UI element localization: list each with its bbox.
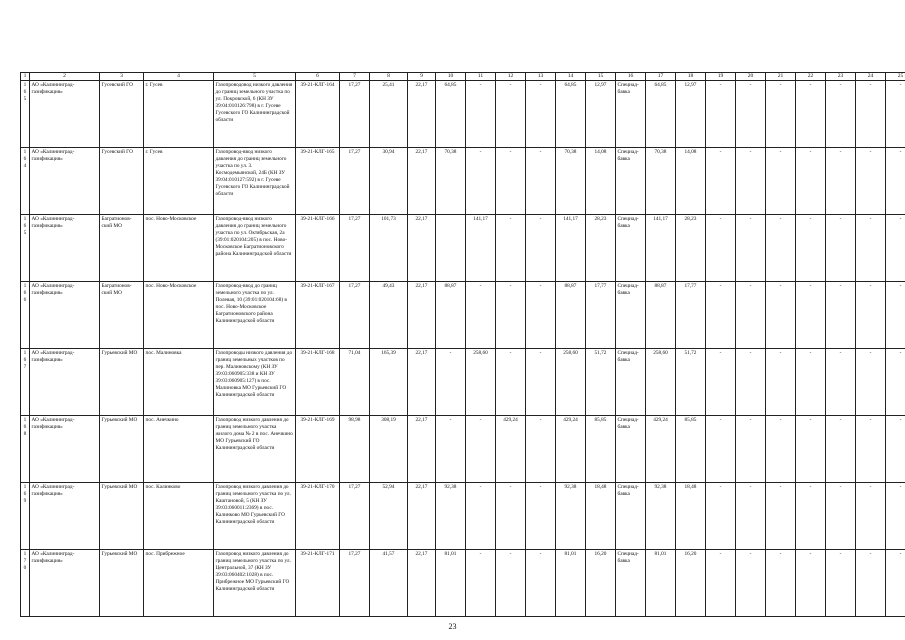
table-cell: 429,24	[496, 416, 526, 483]
table-cell: 14,08	[676, 148, 706, 215]
table-cell: 17,77	[586, 282, 616, 349]
table-cell: -	[706, 282, 736, 349]
table-cell: АО «Калининград-газификация»	[30, 282, 100, 349]
table-cell: 28,23	[676, 215, 706, 282]
table-cell: -	[856, 550, 886, 617]
table-cell: Специад-бавка	[616, 282, 646, 349]
table-cell: -	[496, 349, 526, 416]
table-cell: пос. Ново-Московское	[144, 282, 214, 349]
table-row	[21, 416, 905, 483]
column-number-cell: 6	[296, 73, 340, 81]
table-cell: 30,94	[370, 148, 408, 215]
table-cell: -	[496, 148, 526, 215]
table-cell: -	[796, 81, 826, 148]
table-cell: -	[886, 215, 905, 282]
table-row	[21, 282, 905, 349]
table-cell: 39-21-КЛГ-168	[296, 349, 340, 416]
table-cell: -	[736, 416, 766, 483]
table-cell: -	[796, 148, 826, 215]
table-cell: -	[886, 81, 905, 148]
table-cell: -	[856, 416, 886, 483]
table-cell: 71,04	[340, 349, 370, 416]
column-number-cell: 25	[886, 73, 905, 81]
table-row	[21, 483, 905, 550]
table-cell: 22,17	[408, 148, 436, 215]
table-cell: 52,94	[370, 483, 408, 550]
table-cell: АО «Калининград-газификация»	[30, 550, 100, 617]
table-cell: 101,73	[370, 215, 408, 282]
table-cell: 22,17	[408, 550, 436, 617]
table-cell: 18,48	[586, 483, 616, 550]
table-cell: -	[436, 416, 466, 483]
table-cell: -	[826, 483, 856, 550]
table-row	[21, 550, 905, 617]
table-cell: 39-21-КЛГ-167	[296, 282, 340, 349]
table-cell: 165,39	[370, 349, 408, 416]
table-cell: 141,17	[556, 215, 586, 282]
table-cell: 17,27	[340, 81, 370, 148]
table-cell: 166	[21, 282, 30, 349]
table-cell: АО «Калининград-газификация»	[30, 483, 100, 550]
table-cell: АО «Калининград-газификация»	[30, 215, 100, 282]
table-cell: -	[796, 483, 826, 550]
table-cell: -	[886, 550, 905, 617]
table-cell: 18,48	[676, 483, 706, 550]
table-cell: -	[736, 550, 766, 617]
table-cell: Газопроводы низкого давления до границ земельных участков по пер. Малиновскому (КН ЗУ 39:03:060905:338 и КН ЗУ 39:03:060905:127) в пос. Малиновка МО Гурьевский ГО Калининградской области	[214, 349, 296, 416]
table-cell: 39-21-КЛГ-170	[296, 483, 340, 550]
table-cell: -	[886, 483, 905, 550]
table-cell: -	[796, 416, 826, 483]
table-cell: -	[766, 483, 796, 550]
table-cell: Газопровод низкого давления до границ земельного участка жилого дома № 2 в пос. Анечкино МО Гурьевский ГО Калининградской области	[214, 416, 296, 483]
table-cell: -	[436, 349, 466, 416]
table-cell: 17,27	[340, 282, 370, 349]
column-number-row	[21, 73, 905, 81]
table-cell: 168	[21, 416, 30, 483]
table-cell: 88,87	[556, 282, 586, 349]
table-cell: 51,72	[676, 349, 706, 416]
table-cell: Газопровод низкого давления до границ земельного участка по ул. Каштановой, 5 (КН ЗУ 39:03:060011:2369) в пос. Калинково МО Гурьевский ГО Калининградской области	[214, 483, 296, 550]
table-cell: -	[496, 282, 526, 349]
table-cell: Багратионов-ский МО	[100, 215, 144, 282]
table-cell: -	[766, 81, 796, 148]
column-number-cell: 23	[826, 73, 856, 81]
table-cell: -	[826, 81, 856, 148]
table-cell: -	[706, 483, 736, 550]
table-cell: 22,17	[408, 282, 436, 349]
column-number-cell: 22	[796, 73, 826, 81]
table-cell: 25,41	[370, 81, 408, 148]
column-number-cell: 24	[856, 73, 886, 81]
table-cell: -	[526, 416, 556, 483]
table-cell: 170	[21, 550, 30, 617]
table-cell: Специад-бавка	[616, 550, 646, 617]
column-number-cell: 19	[706, 73, 736, 81]
table-cell: -	[706, 81, 736, 148]
table-cell: 81,01	[556, 550, 586, 617]
table-cell: -	[526, 148, 556, 215]
table-cell: -	[736, 349, 766, 416]
table-cell: -	[736, 148, 766, 215]
table-cell: 88,87	[646, 282, 676, 349]
table-cell: 165	[21, 215, 30, 282]
column-number-cell: 1	[21, 73, 30, 81]
table-cell: -	[496, 215, 526, 282]
table-cell: 12,97	[676, 81, 706, 148]
table-cell: 17,27	[340, 483, 370, 550]
column-number-cell: 20	[736, 73, 766, 81]
table-cell	[436, 215, 466, 282]
table-cell: 22,17	[408, 416, 436, 483]
table-cell: 92,38	[556, 483, 586, 550]
table-cell: АО «Калининград-газификация»	[30, 81, 100, 148]
table-cell: 22,17	[408, 215, 436, 282]
column-number-cell: 10	[436, 73, 466, 81]
table-cell: Гусевский ГО	[100, 148, 144, 215]
table-row	[21, 349, 905, 416]
table-cell: 17,77	[676, 282, 706, 349]
table-cell: Газопроводовод низкого давления до границ земельного участка по ул. Покровской, 6 (КН ЗУ 39:04:010126:798) в г. Гусеве Гусевского ГО Калининградской области	[214, 81, 296, 148]
table-cell: 64,85	[646, 81, 676, 148]
table-cell: -	[796, 282, 826, 349]
table-cell: Газопровод-ввод низкого давления до границ земельного участка по ул. 3. Космодемьянской, 24Б (КН ЗУ 39:04:010127:592) в г. Гусеве Гусевского ГО Калининградской области	[214, 148, 296, 215]
table-cell: 98,98	[340, 416, 370, 483]
table-cell: Специад-бавка	[616, 81, 646, 148]
column-number-cell: 3	[100, 73, 144, 81]
table-cell: -	[496, 81, 526, 148]
table-cell: Специад-бавка	[616, 349, 646, 416]
table-cell: АО «Калининград-газификация»	[30, 416, 100, 483]
table-cell: 164	[21, 148, 30, 215]
table-row	[21, 81, 905, 148]
column-number-cell: 8	[370, 73, 408, 81]
table-cell: Багратионов-ский МО	[100, 282, 144, 349]
table-cell: -	[766, 550, 796, 617]
table-cell: 81,01	[646, 550, 676, 617]
table-cell: 22,17	[408, 483, 436, 550]
table-cell: пос. Анечкино	[144, 416, 214, 483]
table-cell: АО «Калининград-газификация»	[30, 349, 100, 416]
table-cell: 141,17	[646, 215, 676, 282]
table-cell: 28,23	[586, 215, 616, 282]
table-cell: 64,85	[556, 81, 586, 148]
table-cell: 88,87	[436, 282, 466, 349]
table-cell: -	[856, 282, 886, 349]
table-cell: -	[466, 81, 496, 148]
table-cell: -	[796, 550, 826, 617]
table-cell: 258,60	[466, 349, 496, 416]
column-number-cell: 5	[214, 73, 296, 81]
table-cell: Газопровод низкого давления до границ земельного участка по ул. Центральной, 37 (КН ЗУ 39:03:060402:1028) в пос. Прибрежное МО Гурьевский ГО Калининградской области	[214, 550, 296, 617]
table-cell: -	[466, 148, 496, 215]
column-number-cell: 13	[526, 73, 556, 81]
table-cell: Гурьевский МО	[100, 483, 144, 550]
table-cell: 429,24	[556, 416, 586, 483]
table-cell: -	[526, 483, 556, 550]
table-cell: -	[526, 81, 556, 148]
table-cell: -	[466, 483, 496, 550]
table-cell: пос. Калинково	[144, 483, 214, 550]
table-cell: Специад-бавка	[616, 416, 646, 483]
column-number-cell: 7	[340, 73, 370, 81]
table-cell: Специад-бавка	[616, 148, 646, 215]
table-cell: Гурьевский МО	[100, 416, 144, 483]
table-cell: г. Гусев	[144, 81, 214, 148]
table-cell: -	[796, 349, 826, 416]
table-cell: Газопровод-ввод низкого давления до границ земельного участка по ул. Октябрьская, 2а (39:01:020104:205) в пос. Ново-Московское Багратионовского района Калининградской области	[214, 215, 296, 282]
table-cell: -	[466, 416, 496, 483]
table-cell: 92,38	[646, 483, 676, 550]
table-cell: -	[766, 282, 796, 349]
table-cell: 167	[21, 349, 30, 416]
table-cell: -	[856, 148, 886, 215]
table-cell: 64,85	[436, 81, 466, 148]
table-cell: 81,01	[436, 550, 466, 617]
table-cell: -	[466, 282, 496, 349]
table-cell: -	[856, 349, 886, 416]
table-cell: 14,08	[586, 148, 616, 215]
table-cell: 41,57	[370, 550, 408, 617]
table-cell: АО «Калининград-газификация»	[30, 148, 100, 215]
table-cell: Специад-бавка	[616, 215, 646, 282]
table-cell: 165	[21, 81, 30, 148]
column-number-cell: 16	[616, 73, 646, 81]
column-number-cell: 15	[586, 73, 616, 81]
table-cell: -	[736, 483, 766, 550]
column-number-cell: 9	[408, 73, 436, 81]
table-cell: 92,38	[436, 483, 466, 550]
table-cell: пос. Малиновка	[144, 349, 214, 416]
table-cell: г. Гусев	[144, 148, 214, 215]
table-cell: 39-21-КЛГ-171	[296, 550, 340, 617]
table-cell: Гусевский ГО	[100, 81, 144, 148]
table-cell: 85,85	[586, 416, 616, 483]
table-cell: -	[496, 550, 526, 617]
column-number-cell: 4	[144, 73, 214, 81]
page-number: 23	[448, 622, 457, 631]
table-cell: -	[526, 215, 556, 282]
table-cell: -	[856, 483, 886, 550]
table-cell: -	[706, 215, 736, 282]
table-cell: -	[736, 215, 766, 282]
table-cell: -	[766, 215, 796, 282]
table-cell: 308,19	[370, 416, 408, 483]
table-cell: 12,97	[586, 81, 616, 148]
table-cell: 39-21-КЛГ-165	[296, 148, 340, 215]
table-cell: 70,38	[556, 148, 586, 215]
table-cell: пос. Прибрежное	[144, 550, 214, 617]
table-cell: 51,72	[586, 349, 616, 416]
table-cell: -	[766, 349, 796, 416]
table-cell: -	[736, 282, 766, 349]
table-cell: -	[466, 550, 496, 617]
table-cell: -	[766, 148, 796, 215]
table-cell: -	[826, 416, 856, 483]
table-cell: -	[706, 148, 736, 215]
table-cell: 16,20	[676, 550, 706, 617]
table-cell: -	[766, 416, 796, 483]
table-cell: -	[826, 215, 856, 282]
table-cell: 39-21-КЛГ-166	[296, 215, 340, 282]
table-cell: 17,27	[340, 215, 370, 282]
table-cell: -	[526, 349, 556, 416]
table-cell: 258,60	[646, 349, 676, 416]
column-number-cell: 21	[766, 73, 796, 81]
column-number-cell: 14	[556, 73, 586, 81]
table-cell: -	[826, 148, 856, 215]
column-number-cell: 12	[496, 73, 526, 81]
column-number-cell: 11	[466, 73, 496, 81]
table-cell: -	[856, 81, 886, 148]
table-cell: -	[826, 550, 856, 617]
table-cell: 70,38	[436, 148, 466, 215]
table-cell: 85,85	[676, 416, 706, 483]
table-cell: 39-21-КЛГ-164	[296, 81, 340, 148]
table-cell: -	[886, 148, 905, 215]
table-cell: 70,38	[646, 148, 676, 215]
table-cell: -	[706, 550, 736, 617]
tariff-table	[20, 72, 905, 617]
table-cell: Гурьевский МО	[100, 550, 144, 617]
table-cell: пос. Ново-Московское	[144, 215, 214, 282]
table-cell: -	[706, 349, 736, 416]
table-cell: -	[526, 550, 556, 617]
table-cell: -	[496, 483, 526, 550]
table-row	[21, 215, 905, 282]
table-cell: 17,27	[340, 550, 370, 617]
table-cell: 169	[21, 483, 30, 550]
table-cell: 258,60	[556, 349, 586, 416]
table-cell: -	[706, 416, 736, 483]
column-number-cell: 17	[646, 73, 676, 81]
table-cell: Гурьевский МО	[100, 349, 144, 416]
table-cell: 17,27	[340, 148, 370, 215]
table-cell: Специад-бавка	[616, 483, 646, 550]
table-cell: Газопровод-ввод до границ земельного участка по ул. Полевая, 10 (39:01:020104:68) в пос. Ново-Московское Багратионовского района Калининградской области	[214, 282, 296, 349]
table-cell: -	[886, 416, 905, 483]
table-cell: 22,17	[408, 349, 436, 416]
column-number-cell: 2	[30, 73, 100, 81]
table-cell: -	[826, 349, 856, 416]
table-row	[21, 148, 905, 215]
table-cell: 429,24	[646, 416, 676, 483]
table-cell: -	[796, 215, 826, 282]
table-cell: -	[826, 282, 856, 349]
table-cell: -	[526, 282, 556, 349]
table-cell: 141,17	[466, 215, 496, 282]
table-cell: 39-21-КЛГ-169	[296, 416, 340, 483]
table-cell: -	[886, 349, 905, 416]
column-number-cell: 18	[676, 73, 706, 81]
table-cell: -	[886, 282, 905, 349]
table-cell: -	[736, 81, 766, 148]
table-cell: 22,17	[408, 81, 436, 148]
table-cell: 49,43	[370, 282, 408, 349]
table-cell: -	[856, 215, 886, 282]
table-cell: 16,20	[586, 550, 616, 617]
